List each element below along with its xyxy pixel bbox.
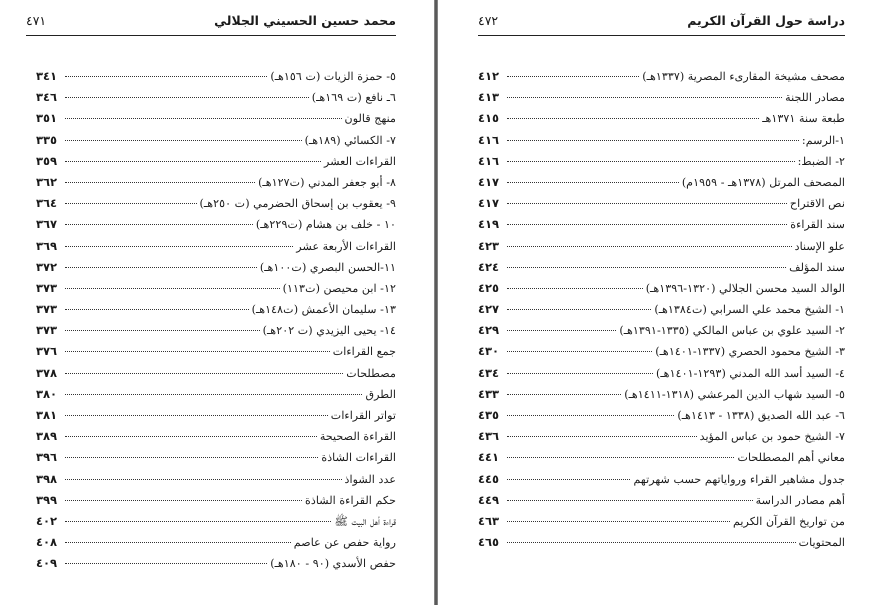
dot-leader <box>65 415 328 416</box>
dot-leader <box>65 394 362 395</box>
toc-entry-page-number: ٣٨٩ <box>36 429 58 444</box>
toc-entry-page-number: ٤١٧ <box>478 196 500 211</box>
toc-entry <box>478 66 845 87</box>
toc-entry-page-number: ٤٣٤ <box>478 365 500 380</box>
dot-leader <box>507 415 674 416</box>
toc-entry-page-number: ٤١٦ <box>478 132 500 147</box>
toc-entry-page-number: ٤٣٣ <box>478 386 500 401</box>
dot-leader <box>65 140 302 141</box>
dot-leader <box>507 500 753 501</box>
toc-entry-page-number: ٣٦٤ <box>36 196 58 211</box>
toc-entry <box>36 66 396 87</box>
toc-entry-page-number: ٣٦٧ <box>36 217 58 232</box>
dot-leader <box>507 97 782 98</box>
toc-list <box>36 66 396 575</box>
toc-entry <box>36 193 396 214</box>
dot-leader <box>507 246 792 247</box>
dot-leader <box>507 330 616 331</box>
toc-entry-title: جدول مشاهير القراء ورواياتهم حسب شهرتهم <box>633 472 845 486</box>
toc-entry <box>36 214 396 235</box>
toc-entry-page-number: ٤٠٩ <box>36 556 58 571</box>
toc-entry-page-number: ٤١٣ <box>478 90 500 105</box>
toc-entry <box>36 151 396 172</box>
toc-entry-title: تواتر القراءات <box>330 409 396 422</box>
toc-entry-page-number: ٤٦٥ <box>478 535 500 550</box>
toc-entry-title: حكم القراءة الشاذة <box>305 493 396 507</box>
dot-leader <box>65 457 318 458</box>
dot-leader <box>507 288 643 289</box>
toc-entry-title: ٢- السيد علوي بن عباس المالكي (١٣٣٥-١٣٩١هـ) <box>619 324 845 338</box>
toc-entry-title: القراءات العشر <box>324 154 396 168</box>
dot-leader <box>507 479 630 480</box>
toc-entry <box>36 172 396 193</box>
toc-entry-title: ٦- عبد الله الصديق (١٣٣٨ - ١٤١٣هـ) <box>677 409 845 422</box>
toc-entry-title: مصحف مشيخة المقارىء المصرية (١٣٣٧هـ) <box>642 70 845 83</box>
toc-entry-page-number: ٤٠٢ <box>36 513 58 528</box>
dot-leader <box>507 457 734 458</box>
toc-entry-title: المحتويات <box>798 536 845 550</box>
dot-leader <box>65 351 330 352</box>
toc-entry <box>478 490 845 511</box>
toc-entry <box>36 278 396 299</box>
toc-entry-page-number: ٤٢٣ <box>478 238 500 253</box>
header-page-number: ٤٧٢ <box>478 13 499 28</box>
dot-leader <box>65 563 267 564</box>
toc-entry <box>478 172 845 193</box>
toc-entry-title: عدد الشواذ <box>344 472 396 486</box>
dot-leader <box>507 394 621 395</box>
toc-entry-page-number: ٣٩٩ <box>36 492 58 507</box>
toc-entry-title: ١٤- يحيى اليزيدي (ت ٢٠٢هـ) <box>262 324 396 338</box>
toc-entry <box>478 320 845 341</box>
toc-entry <box>36 490 396 511</box>
toc-entry-page-number: ٣٦٢ <box>36 174 58 189</box>
toc-entry <box>478 469 845 490</box>
toc-entry-title: نص الاقتراح <box>789 197 845 211</box>
dot-leader <box>65 479 342 480</box>
toc-entry <box>36 363 396 384</box>
toc-entry-title: ٩- يعقوب بن إسحاق الحضرمي (ت ٢٥٠هـ) <box>199 197 396 211</box>
dot-leader <box>507 373 653 374</box>
toc-entry <box>478 511 845 532</box>
toc-entry-title: سند القراءة <box>790 218 845 232</box>
toc-entry <box>36 405 396 426</box>
toc-entry-title: ٦ـ نافع (ت ١٦٩هـ) <box>311 91 396 105</box>
toc-entry <box>478 214 845 235</box>
left-page <box>0 0 434 605</box>
toc-entry <box>478 257 845 278</box>
toc-entry <box>478 299 845 320</box>
toc-entry-title: ٨- أبو جعفر المدني (ت١٢٧هـ) <box>258 175 396 189</box>
dot-leader <box>65 161 321 162</box>
toc-entry <box>36 447 396 468</box>
dot-leader <box>65 203 197 204</box>
toc-entry-page-number: ٤١٩ <box>478 217 500 232</box>
toc-entry-page-number: ٤٤٩ <box>478 492 500 507</box>
toc-entry-page-number: ٣٩٦ <box>36 450 58 465</box>
toc-entry-page-number: ٣٧٢ <box>36 259 58 274</box>
dot-leader <box>65 500 302 501</box>
toc-entry-page-number: ٣٧٦ <box>36 344 58 359</box>
toc-entry <box>478 384 845 405</box>
toc-entry-page-number: ٣٧٣ <box>36 323 58 338</box>
toc-entry-title: رواية حفص عن عاصم <box>293 536 396 550</box>
toc-entry-title: مصادر اللجنة <box>785 91 845 105</box>
toc-entry-page-number: ٣٦٩ <box>36 238 58 253</box>
toc-entry-page-number: ٣٧٣ <box>36 280 58 295</box>
toc-entry-page-number: ٣٧٣ <box>36 302 58 317</box>
toc-entry-title: مصطلحات <box>346 366 396 380</box>
toc-entry <box>36 553 396 574</box>
toc-entry-page-number: ٤٣٦ <box>478 429 500 444</box>
toc-entry-page-number: ٣٤٦ <box>36 90 58 105</box>
dot-leader <box>65 246 293 247</box>
toc-entry <box>478 236 845 257</box>
toc-entry-page-number: ٤٠٨ <box>36 535 58 550</box>
toc-entry <box>478 87 845 108</box>
toc-entry-title: ٥- السيد شهاب الدين المرعشي (١٣١٨-١٤١١هـ) <box>624 387 845 401</box>
toc-entry-title: منهج قالون <box>344 112 396 126</box>
toc-entry-page-number: ٤٢٤ <box>478 259 500 274</box>
toc-list <box>478 66 845 553</box>
toc-entry <box>478 532 845 553</box>
toc-entry <box>36 341 396 362</box>
toc-entry-page-number: ٤٢٥ <box>478 280 500 295</box>
toc-entry-page-number: ٤٣٠ <box>478 344 500 359</box>
dot-leader <box>507 521 730 522</box>
toc-entry-title: من تواريخ القرآن الكريم <box>732 514 845 528</box>
page-header <box>478 9 845 36</box>
dot-leader <box>65 373 343 374</box>
header-title: دراسة حول القرآن الكريم <box>687 13 845 28</box>
dot-leader <box>507 161 795 162</box>
toc-entry <box>478 447 845 468</box>
toc-entry-page-number: ٤١٥ <box>478 111 500 126</box>
toc-entry <box>36 257 396 278</box>
toc-entry-page-number: ٤٣٥ <box>478 408 500 422</box>
toc-entry-page-number: ٣٥٩ <box>36 153 58 168</box>
toc-entry-title: ٤- السيد أسد الله المدني (١٢٩٣-١٤٠١هـ) <box>656 366 845 380</box>
toc-entry <box>36 87 396 108</box>
dot-leader <box>507 118 759 119</box>
toc-entry-title: حفص الأسدي (٩٠ - ١٨٠هـ) <box>270 557 396 571</box>
toc-entry-title: ٥- حمزة الزيات (ت ١٥٦هـ) <box>270 70 396 83</box>
dot-leader <box>65 436 317 437</box>
toc-entry <box>36 108 396 129</box>
toc-entry-title: معاني أهم المصطلحات <box>737 451 845 465</box>
toc-entry-title: ٢- الضبط: <box>797 154 845 168</box>
toc-entry-page-number: ٤١٧ <box>478 174 500 189</box>
toc-entry <box>36 320 396 341</box>
toc-entry-title: علو الإسناد <box>794 239 845 253</box>
toc-entry-title: ١٢- ابن محيصن (ت١١٣) <box>282 281 396 295</box>
toc-entry <box>36 236 396 257</box>
dot-leader <box>65 118 342 119</box>
toc-entry-title: القراءة الصحيحة <box>319 430 396 444</box>
dot-leader <box>507 203 787 204</box>
dot-leader <box>507 76 639 77</box>
toc-entry-title: ١٠ - خلف بن هشام (ت٢٢٩هـ) <box>255 218 396 232</box>
toc-entry-title: ١-الرسم: <box>801 133 845 147</box>
toc-entry <box>478 151 845 172</box>
header-page-number: ٤٧١ <box>26 13 47 28</box>
toc-entry <box>36 130 396 151</box>
toc-entry-page-number: ٣٥١ <box>36 111 58 126</box>
dot-leader <box>65 182 255 183</box>
toc-entry <box>478 363 845 384</box>
dot-leader <box>65 76 267 77</box>
dot-leader <box>507 182 679 183</box>
dot-leader <box>507 140 799 141</box>
toc-entry-title: أهم مصادر الدراسة <box>755 493 845 507</box>
toc-entry-page-number: ٣٩٨ <box>36 471 58 486</box>
toc-entry <box>36 299 396 320</box>
dot-leader <box>65 309 249 310</box>
dot-leader <box>65 97 309 98</box>
dot-leader <box>507 267 786 268</box>
book-spine-divider <box>434 0 438 605</box>
toc-entry <box>36 532 396 553</box>
right-page <box>438 0 871 605</box>
toc-entry <box>36 469 396 490</box>
dot-leader <box>65 521 331 522</box>
toc-entry-title: جمع القراءات <box>332 345 396 359</box>
toc-entry-page-number: ٤٢٧ <box>478 302 500 317</box>
toc-entry <box>478 426 845 447</box>
dot-leader <box>65 267 257 268</box>
dot-leader <box>507 436 697 437</box>
toc-entry-page-number: ٤٢٩ <box>478 323 500 338</box>
toc-entry-title: القراءات الشاذة <box>321 451 396 465</box>
dot-leader <box>507 351 652 352</box>
toc-entry-page-number: ٤٤١ <box>478 450 500 465</box>
dot-leader <box>65 288 280 289</box>
toc-entry-page-number: ٤١٦ <box>478 153 500 168</box>
toc-entry-title: ٧- الكسائي (١٨٩هـ) <box>304 133 396 147</box>
toc-entry <box>36 511 396 532</box>
dot-leader <box>65 330 260 331</box>
toc-entry-title: ٧- الشيخ حمود بن عباس المؤيد <box>699 430 845 444</box>
page-header <box>26 9 396 36</box>
header-title: محمد حسين الحسيني الجلالي <box>214 13 396 28</box>
toc-entry-title: ٣- الشيخ محمود الحصري (١٣٣٧-١٤٠١هـ) <box>655 345 845 359</box>
toc-entry-page-number: ٣٨١ <box>36 408 58 422</box>
toc-entry-page-number: ٤٤٥ <box>478 471 500 486</box>
toc-entry <box>478 108 845 129</box>
toc-entry-title: قراءة أهل البيت ﷺ <box>334 514 396 528</box>
dot-leader <box>507 542 796 543</box>
toc-entry-title: القراءات الأربعة عشر <box>296 239 396 253</box>
dot-leader <box>507 309 651 310</box>
toc-entry <box>478 130 845 151</box>
toc-entry-title: سند المؤلف <box>789 260 845 274</box>
toc-entry-page-number: ٣٧٨ <box>36 365 58 380</box>
dot-leader <box>507 224 787 225</box>
toc-entry <box>36 384 396 405</box>
toc-entry <box>478 193 845 214</box>
dot-leader <box>65 542 291 543</box>
toc-entry-page-number: ٣٤١ <box>36 69 58 83</box>
toc-entry-title: ١٣- سليمان الأعمش (ت١٤٨هـ) <box>251 303 396 317</box>
toc-entry-page-number: ٤٦٣ <box>478 513 500 528</box>
toc-entry-title: ١- الشيخ محمد علي السرابي (ت١٣٨٤هـ) <box>654 303 845 317</box>
toc-entry-page-number: ٤١٢ <box>478 69 500 83</box>
toc-entry <box>478 278 845 299</box>
dot-leader <box>65 224 253 225</box>
toc-entry-title: الطرق <box>365 387 396 401</box>
toc-entry-page-number: ٣٨٠ <box>36 386 58 401</box>
toc-entry-title: المصحف المرتل (١٣٧٨هـ - ١٩٥٩م) <box>681 175 845 189</box>
toc-entry <box>36 426 396 447</box>
toc-entry <box>478 405 845 426</box>
toc-entry-title: طبعة سنة ١٣٧١هـ <box>762 112 845 126</box>
toc-entry-title: الوالد السيد محسن الجلالي (١٣٢٠-١٣٩٦هـ) <box>645 281 845 295</box>
toc-entry-title: ١١-الحسن البصري (ت١٠٠هـ) <box>259 260 396 274</box>
toc-entry <box>478 341 845 362</box>
toc-entry-page-number: ٣٣٥ <box>36 132 58 147</box>
